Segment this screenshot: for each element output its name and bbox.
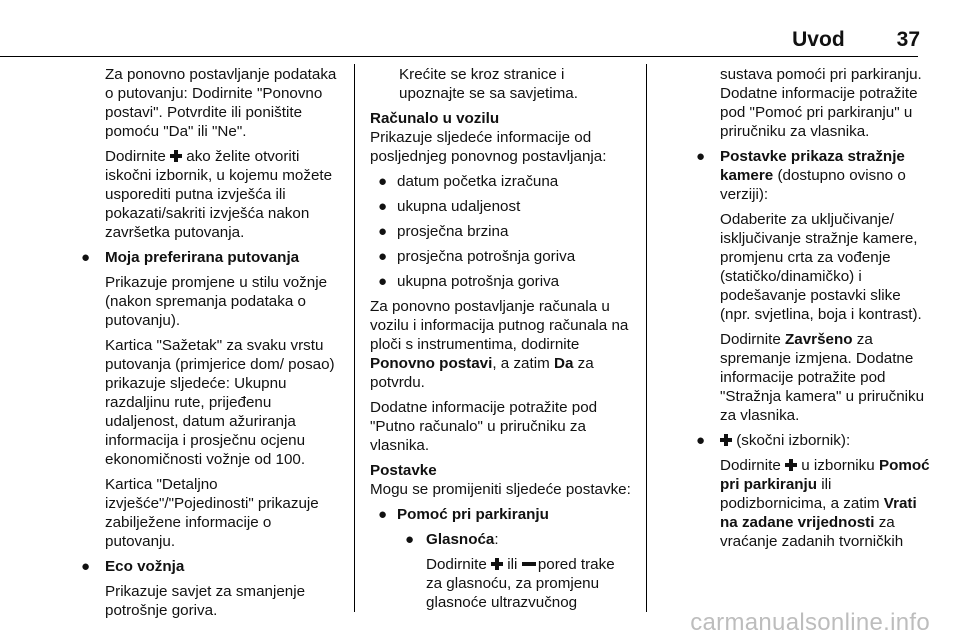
plus-icon bbox=[170, 150, 182, 162]
paragraph: Za ponovno postavljanje računala u vozilu i informacija putnog računala na ploči s instrumentima, dodirnite Ponovno postavi, a zatim Da za potvrdu. bbox=[370, 298, 629, 391]
paragraph: Kartica "Detaljno izvješće"/"Pojedinosti" prikazuje zabilježene informacije o putovanju. bbox=[105, 476, 319, 550]
list-item bbox=[81, 248, 345, 551]
text: ako želite otvoriti iskočni izbornik, u kojemu možete usporediti putna izvješća ili pokazati/sakriti izvješća nakon završetka putovanja. bbox=[105, 148, 333, 241]
page-number: 37 bbox=[896, 27, 920, 51]
paragraph bbox=[105, 147, 345, 242]
plus-icon bbox=[785, 459, 797, 471]
bullet-icon: ● bbox=[696, 148, 706, 165]
paragraph: Odaberite za uključivanje/ isključivanje stražnje kamere, promjenu crta za vođenje (statičko/dinamičko) i podešavanje postavki slike (npr. svjetlina, boja i kontrast). bbox=[720, 211, 922, 323]
paragraph: Prikazuje sljedeće informacije od posljednjeg ponovnog postavljanja: bbox=[370, 129, 607, 165]
paragraph: Dodirnite ili pored trake za glasnoću, za promjenu glasnoće ultrazvučnog bbox=[426, 556, 615, 611]
paragraph: Kartica "Sažetak" za svaku vrstu putovanja (primjerice dom/ posao) prikazuje sljedeće: Ukupnu razdaljinu rute, prijeđenu udaljenost, datum ažuriranja informacija i prosječnu ocjenu ekonomičnosti vožnje od 100. bbox=[105, 337, 335, 468]
list-item: ● prosječna brzina bbox=[378, 223, 509, 240]
list-item: ● datum početka izračuna bbox=[378, 173, 559, 190]
item-title: Eco vožnja bbox=[105, 558, 185, 575]
sub-list-item: ● Glasnoća: Dodirnite ili pored trake za glasnoću, za promjenu glasnoće ultrazvučnog bbox=[370, 530, 632, 612]
page-header bbox=[792, 22, 920, 56]
bullet-icon: ● bbox=[405, 531, 415, 548]
bullet-icon: ● bbox=[378, 506, 388, 523]
bullet-icon: ● bbox=[378, 173, 388, 190]
column-divider-2 bbox=[646, 64, 647, 612]
bullet-icon: ● bbox=[378, 223, 388, 240]
item-title: Postavke prikaza stražnje kamere bbox=[720, 148, 905, 184]
bullet-icon: ● bbox=[378, 273, 388, 290]
list-item: ● ukupna udaljenost bbox=[378, 198, 521, 215]
paragraph: Prikazuje promjene u stilu vožnje (nakon spremanja podataka o putovanju). bbox=[105, 274, 328, 329]
paragraph: Prikazuje savjet za smanjenje potrošnje goriva. bbox=[105, 583, 306, 619]
column-1 bbox=[81, 65, 345, 626]
bullet-icon: ● bbox=[378, 248, 388, 265]
paragraph: Dodirnite u izborniku Pomoć pri parkiranju ili podizbornicima, a zatim Vrati na zadane vrijednosti za vraćanje zadanih tvorničkih bbox=[720, 457, 930, 550]
watermark: carmanualsonline.info bbox=[690, 609, 930, 636]
column-divider-1 bbox=[354, 64, 355, 612]
page-title: Uvod bbox=[792, 27, 845, 51]
header-rule bbox=[0, 56, 918, 57]
item-title: Pomoć pri parkiranju bbox=[397, 506, 549, 523]
list-item: ● (skočni izbornik): Dodirnite u izborniku Pomoć pri parkiranju ili podizbornicima, a zatim Vrati na zadane vrijednosti za vraćanje zadanih tvorničkih bbox=[696, 432, 930, 550]
paragraph: Krećite se kroz stranice i upoznajte se sa savjetima. bbox=[399, 66, 578, 102]
plus-icon bbox=[720, 434, 732, 446]
section-heading: Računalo u vozilu bbox=[370, 110, 500, 127]
list-item: ● ukupna potrošnja goriva bbox=[378, 273, 560, 290]
paragraph: sustava pomoći pri parkiranju. Dodatne informacije potražite pod "Pomoć pri parkiranju" u priručniku za vlasnika. bbox=[720, 66, 922, 140]
item-title: Moja preferirana putovanja bbox=[105, 249, 300, 266]
column-3 bbox=[696, 65, 930, 557]
list-item bbox=[370, 505, 632, 524]
text: Dodirnite bbox=[105, 148, 166, 165]
paragraph: Dodatne informacije potražite pod "Putno računalo" u priručniku za vlasnika. bbox=[370, 399, 598, 454]
bullet-icon: ● bbox=[81, 558, 91, 575]
item-title: Glasnoća bbox=[426, 531, 495, 548]
section-heading: Postavke bbox=[370, 462, 437, 479]
bullet-icon: ● bbox=[696, 432, 706, 449]
minus-icon bbox=[522, 558, 534, 570]
list-item bbox=[81, 557, 345, 620]
list-item: ● Postavke prikaza stražnje kamere (dostupno ovisno o verziji): Odaberite za uključivanje/ isključivanje stražnje kamere, promjenu crta za vođenje (statičko/dinamičko) i podešavanje postavki slike (npr. svjetlina, boja i kontrast). Dodirnite Završeno za spremanje izmjena. Dodatne informacije potražite pod "Stražnja kamera" u priručniku za vlasnika. bbox=[700, 147, 930, 425]
paragraph: Dodirnite Završeno za spremanje izmjena. Dodatne informacije potražite pod "Stražnja kamera" u priručniku za vlasnika. bbox=[720, 331, 925, 424]
bullet-icon: ● bbox=[378, 198, 388, 215]
paragraph: Za ponovno postavljanje podataka o putovanju: Dodirnite "Ponovno postavi". Potvrdite ili poništite pomoću "Da" ili "Ne". bbox=[105, 66, 337, 140]
bullet-icon: ● bbox=[81, 249, 91, 266]
column-2 bbox=[370, 65, 632, 618]
paragraph: Mogu se promijeniti sljedeće postavke: bbox=[370, 481, 631, 498]
list-item: ● prosječna potrošnja goriva bbox=[378, 248, 576, 265]
plus-icon bbox=[491, 558, 503, 570]
